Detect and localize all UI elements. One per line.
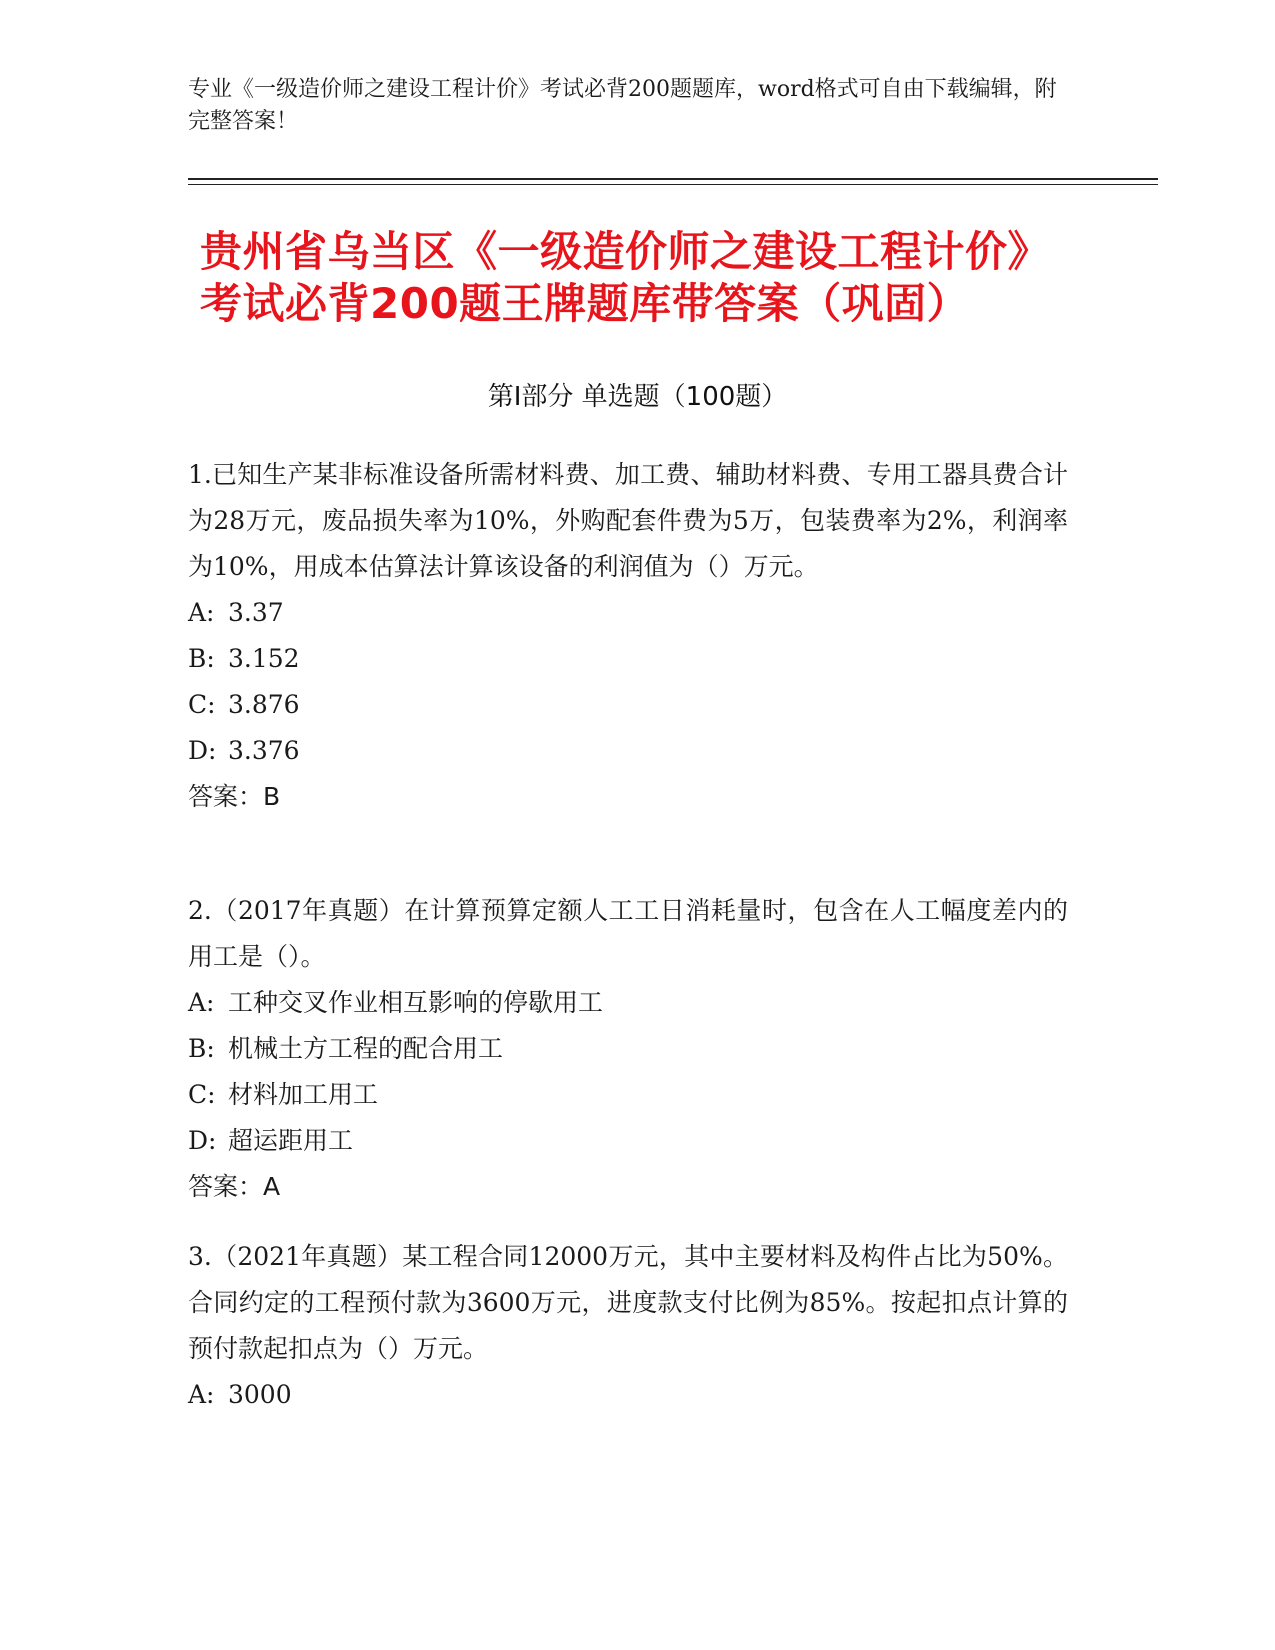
option-a (188, 590, 1068, 636)
option-letter: B: (188, 1034, 215, 1063)
question-stem: 1.已知生产某非标准设备所需材料费、加工费、辅助材料费、专用工器具费合计为28万元，废品损失率为10%，外购配套件费为5万，包装费率为2%，利润率为10%，用成本估算法计算该设备的利润值为（）万元。 (188, 460, 1068, 581)
option-letter: B: (188, 644, 215, 673)
option-b (188, 1026, 1068, 1072)
option-text: 机械土方工程的配合用工 (228, 1034, 504, 1063)
question-3 (188, 1234, 1068, 1418)
option-letter: A: (188, 1380, 215, 1409)
option-letter: D: (188, 736, 217, 765)
option-text: 超运距用工 (228, 1126, 354, 1155)
header-rule-thin (188, 184, 1158, 185)
option-text: 材料加工用工 (228, 1080, 379, 1109)
question-2 (188, 888, 1068, 1210)
question-stem: 2.（2017年真题）在计算预算定额人工工日消耗量时，包含在人工幅度差内的用工是（）。 (188, 896, 1068, 971)
document-title: 贵州省乌当区《一级造价师之建设工程计价》考试必背200题王牌题库带答案（巩固） (200, 227, 1051, 328)
answer: 答案：B (188, 782, 281, 811)
option-letter: C: (188, 690, 216, 719)
header-note: 专业《一级造价师之建设工程计价》考试必背200题题库，word格式可自由下载编辑，附完整答案！ (188, 77, 1057, 134)
question-stem: 3.（2021年真题）某工程合同12000万元，其中主要材料及构件占比为50%。合同约定的工程预付款为3600万元，进度款支付比例为85%。按起扣点计算的预付款起扣点为（）万元。 (188, 1242, 1068, 1363)
answer: 答案：A (188, 1172, 281, 1201)
option-text: 3000 (228, 1380, 292, 1409)
option-c (188, 682, 1068, 728)
option-text: 3.37 (228, 598, 284, 627)
section-heading: 第Ⅰ部分 单选题（100题） (487, 382, 788, 412)
option-letter: D: (188, 1126, 217, 1155)
option-a (188, 1372, 1068, 1418)
header-rule-thick (188, 178, 1158, 180)
option-d (188, 1118, 1068, 1164)
question-1 (188, 452, 1068, 820)
option-letter: A: (188, 988, 215, 1017)
option-letter: A: (188, 598, 215, 627)
option-a (188, 980, 1068, 1026)
option-text: 3.376 (228, 736, 300, 765)
option-b (188, 636, 1068, 682)
option-c (188, 1072, 1068, 1118)
option-text: 工种交叉作业相互影响的停歇用工 (228, 988, 604, 1017)
option-text: 3.876 (228, 690, 300, 719)
option-text: 3.152 (228, 644, 300, 673)
option-letter: C: (188, 1080, 216, 1109)
option-d (188, 728, 1068, 774)
